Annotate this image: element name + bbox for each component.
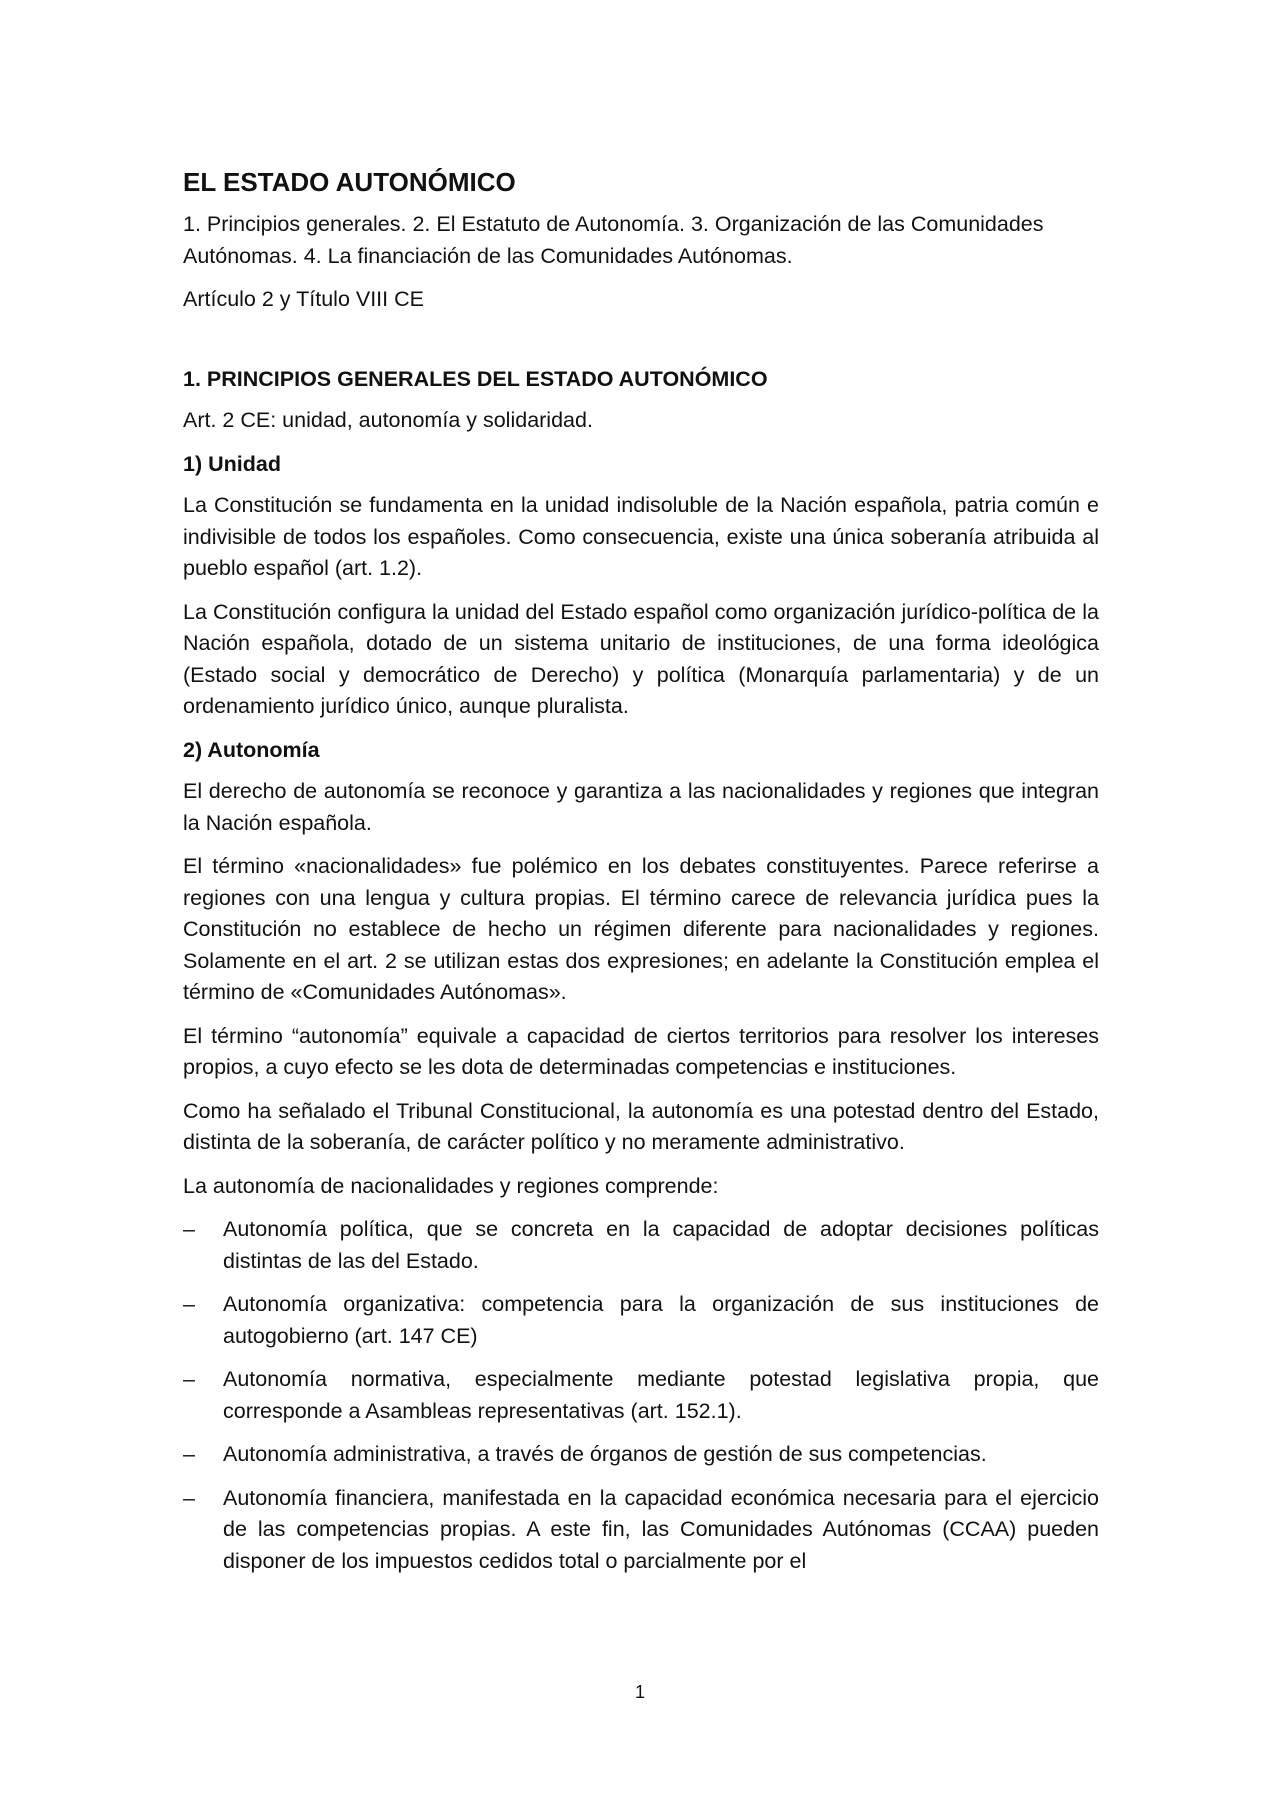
list-item xyxy=(183,1289,1099,1352)
list-item-text: Autonomía financiera, manifestada en la capacidad económica necesaria para el ejercicio de las competencias propias. A este fin, las Comunidades Autónomas (CCAA) pueden disponer de los impuestos cedidos total o parcialmente por el xyxy=(223,1485,1099,1573)
page-content xyxy=(183,165,1099,1589)
list-item-text: Autonomía organizativa: competencia para la organización de sus instituciones de autogobierno (art. 147 CE) xyxy=(223,1292,1099,1348)
paragraph: El término “autonomía” equivale a capacidad de ciertos territorios para resolver los intereses propios, a cuyo efecto se les dota de determinadas competencias e instituciones. xyxy=(183,1023,1099,1079)
paragraph: El derecho de autonomía se reconoce y garantiza a las nacionalidades y regiones que integran la Nación española. xyxy=(183,779,1099,835)
paragraph: La Constitución configura la unidad del Estado español como organización jurídico-política de la Nación española, dotado de un sistema unitario de instituciones, de una forma ideológica (Estado social y democrático de Derecho) y política (Monarquía parlamentaria) y de un ordenamiento jurídico único, aunque pluralista. xyxy=(183,599,1099,718)
list-item-text: Autonomía política, que se concreta en la capacidad de adoptar decisiones políticas distintas de las del Estado. xyxy=(223,1217,1099,1273)
list-item xyxy=(183,1439,1099,1471)
document-title: EL ESTADO AUTONÓMICO xyxy=(183,167,516,197)
list-item xyxy=(183,1483,1099,1578)
list-item-text: Autonomía administrativa, a través de órganos de gestión de sus competencias. xyxy=(223,1442,987,1466)
autonomy-list xyxy=(183,1214,1099,1577)
section-intro: Art. 2 CE: unidad, autonomía y solidaridad. xyxy=(183,408,593,432)
list-intro: La autonomía de nacionalidades y regiones comprende: xyxy=(183,1173,719,1198)
paragraph: Como ha señalado el Tribunal Constitucional, la autonomía es una potestad dentro del Estado, distinta de la soberanía, de carácter político y no meramente administrativo. xyxy=(183,1098,1099,1154)
summary-paragraph: 1. Principios generales. 2. El Estatuto de Autonomía. 3. Organización de las Comunidades Autónomas. 4. La financiación de las Comunidades Autónomas. xyxy=(183,212,1044,268)
subheading-autonomia: 2) Autonomía xyxy=(183,737,320,762)
dash-bullet: – xyxy=(183,1442,195,1466)
dash-bullet: – xyxy=(183,1367,195,1391)
dash-bullet: – xyxy=(183,1485,195,1510)
spacer xyxy=(183,328,1099,364)
section-heading: 1. PRINCIPIOS GENERALES DEL ESTADO AUTONÓMICO xyxy=(183,366,768,391)
page-number: 1 xyxy=(634,1682,645,1702)
dash-bullet: – xyxy=(183,1217,195,1241)
list-item xyxy=(183,1214,1099,1277)
list-item-text: Autonomía normativa, especialmente mediante potestad legislativa propia, que corresponde a Asambleas representativas (art. 152.1). xyxy=(223,1367,1099,1423)
list-item xyxy=(183,1364,1099,1427)
subheading-unidad: 1) Unidad xyxy=(183,451,281,476)
paragraph: La Constitución se fundamenta en la unidad indisoluble de la Nación española, patria común e indivisible de todos los españoles. Como consecuencia, existe una única soberanía atribuida al pueblo español (art. 1.2). xyxy=(183,493,1099,580)
paragraph: El término «nacionalidades» fue polémico en los debates constituyentes. Parece referirse a regiones con una lengua y cultura propias. El término carece de relevancia jurídica pues la Constitución no establece de hecho un régimen diferente para nacionalidades y regiones. Solamente en el art. 2 se utilizan estas dos expresiones; en adelante la Constitución emplea el término de «Comunidades Autónomas». xyxy=(183,854,1099,1004)
dash-bullet: – xyxy=(183,1292,195,1316)
reference-line: Artículo 2 y Título VIII CE xyxy=(183,287,424,311)
